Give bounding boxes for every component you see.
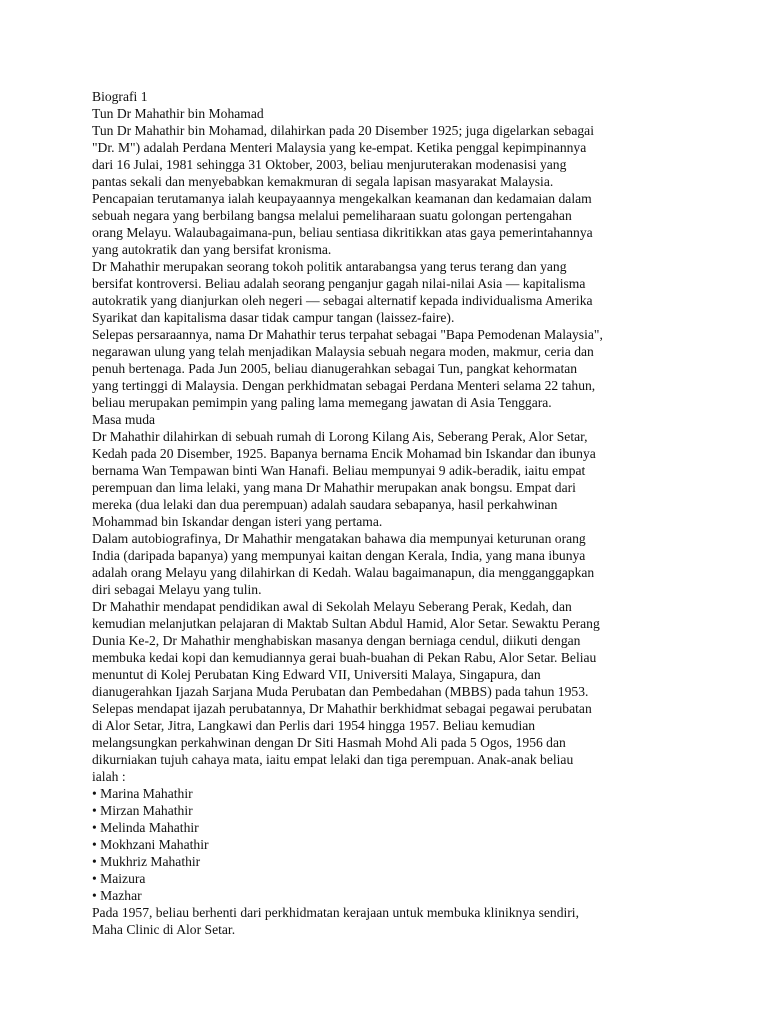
list-item: • Mokhzani Mahathir [92,837,209,852]
paragraph-line: diri sebagai Melayu yang tulin. [92,582,262,597]
paragraph [92,700,682,785]
section-heading-masa-muda [92,411,682,428]
paragraph [92,530,682,598]
children-list [92,785,682,904]
paragraph-line: yang autokratik dan yang bersifat kronisma. [92,242,332,257]
paragraph-line: kemudian melanjutkan pelajaran di Maktab Sultan Abdul Hamid, Alor Setar. Sewaktu Perang [92,616,600,631]
paragraph [92,122,682,190]
paragraph-line: mereka (dua lelaki dan dua perempuan) adalah saudara sebapanya, hasil perkahwinan [92,497,558,512]
paragraph-line: penuh bertenaga. Pada Jun 2005, beliau dianugerahkan sebagai Tun, pangkat kehormatan [92,361,578,376]
paragraph-line: Selepas mendapat ijazah perubatannya, Dr Mahathir berkhidmat sebagai pegawai perubatan [92,701,592,716]
document-subtitle: Tun Dr Mahathir bin Mohamad [92,106,264,121]
document-page [92,88,682,938]
paragraph-line: bersifat kontroversi. Beliau adalah seorang penganjur gagah nilai-nilai Asia — kapitalisma [92,276,586,291]
paragraph-line: Pada 1957, beliau berhenti dari perkhidmatan kerajaan untuk membuka kliniknya sendiri, [92,905,579,920]
paragraph-line: di Alor Setar, Jitra, Langkawi dan Perlis dari 1954 hingga 1957. Beliau kemudian [92,718,536,733]
paragraph-line: beliau merupakan pemimpin yang paling lama memegang jawatan di Asia Tenggara. [92,395,552,410]
paragraph-line: Dalam autobiografinya, Dr Mahathir mengatakan bahawa dia mempunyai keturunan orang [92,531,586,546]
paragraph-line: dari 16 Julai, 1981 sehingga 31 Oktober, 2003, beliau menjuruterakan modenasisi yang [92,157,567,172]
paragraph-line: bernama Wan Tempawan binti Wan Hanafi. Beliau mempunyai 9 adik-beradik, iaitu empat [92,463,586,478]
paragraph-line: membuka kedai kopi dan kemudiannya gerai buah-buahan di Pekan Rabu, Alor Setar. Beliau [92,650,597,665]
list-item: • Mirzan Mahathir [92,803,193,818]
list-item: • Maizura [92,871,146,886]
paragraph-line: dikurniakan tujuh cahaya mata, iaitu empat lelaki dan tiga perempuan. Anak-anak beliau [92,752,574,767]
paragraph-line: menuntut di Kolej Perubatan King Edward VII, Universiti Malaya, Singapura, dan [92,667,541,682]
paragraph-line: pantas sekali dan menyebabkan kemakmuran di segala lapisan masyarakat Malaysia. [92,174,554,189]
list-item: • Mazhar [92,888,142,903]
paragraph-line: Masa muda [92,412,156,427]
list-item: • Mukhriz Mahathir [92,854,201,869]
closing-paragraph [92,904,682,938]
paragraph-line: Selepas persaraannya, nama Dr Mahathir terus terpahat sebagai "Bapa Pemodenan Malaysia", [92,327,603,342]
paragraph-line: yang tertinggi di Malaysia. Dengan perkhidmatan sebagai Perdana Menteri selama 22 tahun, [92,378,596,393]
paragraph-line: sebuah negara yang berbilang bangsa melalui pemeliharaan suatu golongan pertengahan [92,208,572,223]
paragraph-line: autokratik yang dianjurkan oleh negeri — sebagai alternatif kepada individualisma Amerika [92,293,593,308]
paragraph-line: ialah : [92,769,126,784]
paragraph-line: Pencapaian terutamanya ialah keupayaannya mengekalkan keamanan dan kedamaian dalam [92,191,592,206]
list-item: • Melinda Mahathir [92,820,199,835]
paragraph [92,326,682,411]
paragraph [92,428,682,530]
paragraph-line: Dr Mahathir dilahirkan di sebuah rumah di Lorong Kilang Ais, Seberang Perak, Alor Setar, [92,429,588,444]
paragraph-line: dianugerahkan Ijazah Sarjana Muda Perubatan dan Pembedahan (MBBS) pada tahun 1953. [92,684,589,699]
paragraph-line: melangsungkan perkahwinan dengan Dr Siti Hasmah Mohd Ali pada 5 Ogos, 1956 dan [92,735,566,750]
paragraph-line: Tun Dr Mahathir bin Mohamad, dilahirkan pada 20 Disember 1925; juga digelarkan sebagai [92,123,594,138]
paragraph-line: Kedah pada 20 Disember, 1925. Bapanya bernama Encik Mohamad bin Iskandar dan ibunya [92,446,596,461]
paragraph-line: Dr Mahathir merupakan seorang tokoh politik antarabangsa yang terus terang dan yang [92,259,567,274]
paragraph-line: perempuan dan lima lelaki, yang mana Dr Mahathir merupakan anak bongsu. Empat dari [92,480,576,495]
document-body [92,122,682,785]
paragraph [92,190,682,258]
paragraph-line: India (daripada bapanya) yang mempunyai kaitan dengan Kerala, India, yang mana ibunya [92,548,586,563]
paragraph-line: Syarikat dan kapitalisma dasar tidak campur tangan (laissez-faire). [92,310,455,325]
paragraph-line: Maha Clinic di Alor Setar. [92,922,236,937]
paragraph-line: adalah orang Melayu yang dilahirkan di Kedah. Walau bagaimanapun, dia mengganggapkan [92,565,595,580]
paragraph-line: "Dr. M") adalah Perdana Menteri Malaysia yang ke-empat. Ketika penggal kepimpinannya [92,140,587,155]
paragraph-line: negarawan ulung yang telah menjadikan Malaysia sebuah negara moden, makmur, ceria dan [92,344,594,359]
document-title: Biografi 1 [92,89,148,104]
paragraph-line: orang Melayu. Walaubagaimana-pun, beliau sentiasa dikritikkan atas gaya pemerintahannya [92,225,593,240]
list-item: • Marina Mahathir [92,786,193,801]
paragraph [92,598,682,700]
paragraph-line: Dunia Ke-2, Dr Mahathir menghabiskan masanya dengan berniaga cendul, diikuti dengan [92,633,581,648]
paragraph-line: Mohammad bin Iskandar dengan isteri yang pertama. [92,514,383,529]
paragraph-line: Dr Mahathir mendapat pendidikan awal di Sekolah Melayu Seberang Perak, Kedah, dan [92,599,572,614]
paragraph [92,258,682,326]
